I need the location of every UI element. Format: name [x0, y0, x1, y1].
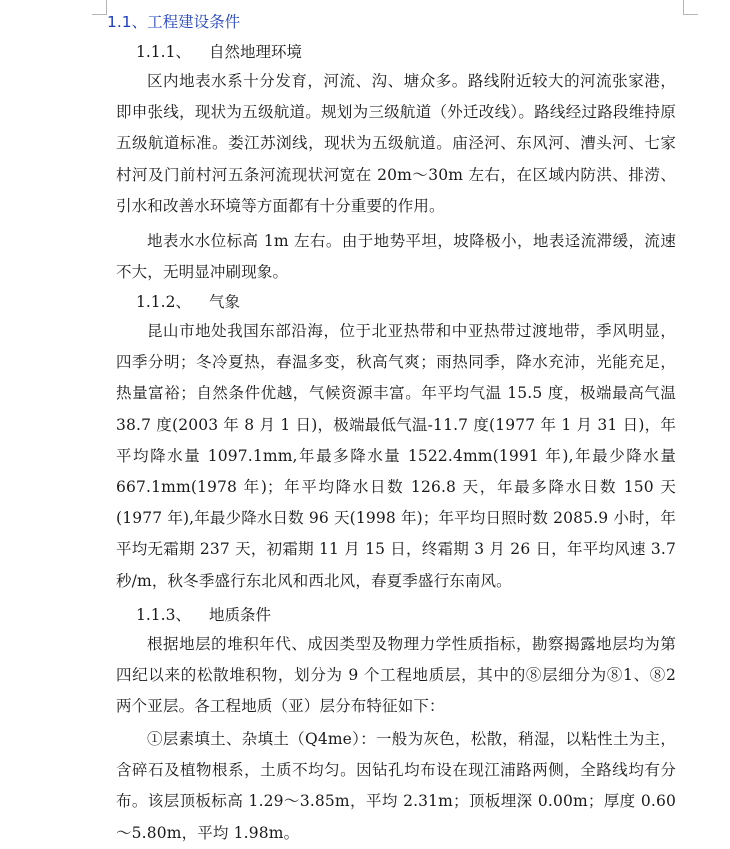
paragraph-surface-water: 区内地表水系十分发育，河流、沟、塘众多。路线附近较大的河流张家港，即申张线，现状为五级航道。规划为三级航道（外迁改线）。路线经过路段维持原五级航道标准。娄江苏浏线，现状为五级航道。庙泾河、东风河、漕头河、七家村河及门前村河五条河流现状河宽在 20m～30m 左右，在区域内防洪、排涝、引水和改善水环境等方面都有十分重要的作用。: [116, 72, 676, 215]
subsection-title: 气象: [208, 293, 240, 311]
paragraph-fill-layer: ①层素填土、杂填土（Q4me）：一般为灰色，松散，稍湿，以粘性土为主，含碎石及植物根系，土质不均匀。因钻孔均布设在现江浦路两侧，全路线均有分布。该层顶板标高 1.29～3.85m，平均 2.31m；顶板埋深 0.00m；厚度 0.60～5.80m，平均 1.98m。: [116, 730, 676, 842]
subsection-title: 地质条件: [208, 606, 271, 624]
subsection-heading-natural-environment[interactable]: [136, 40, 302, 64]
crop-mark-top-left: [92, 0, 107, 15]
subsection-number: 1.1.3、: [136, 606, 191, 624]
crop-mark-top-right: [683, 0, 698, 15]
section-heading[interactable]: 1.1、工程建设条件: [107, 13, 241, 31]
subsection-number: 1.1.2、: [136, 293, 191, 311]
subsection-title: 自然地理环境: [208, 43, 302, 61]
subsection-heading-climate[interactable]: [136, 290, 240, 314]
paragraph-geology-overview: 根据地层的堆积年代、成因类型及物理力学性质指标，勘察揭露地层均为第四纪以来的松散堆积物，划分为 9 个工程地质层，其中的⑧层细分为⑧1、⑧2 两个亚层。各工程地质（亚）层分布特征如下：: [116, 635, 676, 716]
paragraph-climate: 昆山市地处我国东部沿海，位于北亚热带和中亚热带过渡地带，季风明显，四季分明；冬冷夏热，春温多变，秋高气爽；雨热同季，降水充沛，光能充足，热量富裕；自然条件优越，气候资源丰富。年平均气温 15.5 度，极端最高气温 38.7 度(2003 年 8 月 1 日)，极端最低气温-11.7 度(1977 年 1 月 31 日)，年平均降水量 1097.1mm,年最多降水量 1522.4mm(1991 年),年最少降水量 667.1mm(1978 年)；年平均降水日数 126.8 天，年最多降水日数 150 天(1977 年),年最少降水日数 96 天(1998 年)；年平均日照时数 2085.9 小时，年平均无霜期 237 天，初霜期 11 月 15 日，终霜期 3 月 26 日，年平均风速 3.7 秒/m，秋冬季盛行东北风和西北风，春夏季盛行东南风。: [116, 322, 676, 590]
paragraph-water-level: 地表水水位标高 1m 左右。由于地势平坦，坡降极小，地表迳流滞缓，流速不大，无明显冲刷现象。: [116, 232, 676, 282]
subsection-heading-geology[interactable]: [136, 603, 271, 627]
subsection-number: 1.1.1、: [136, 43, 191, 61]
